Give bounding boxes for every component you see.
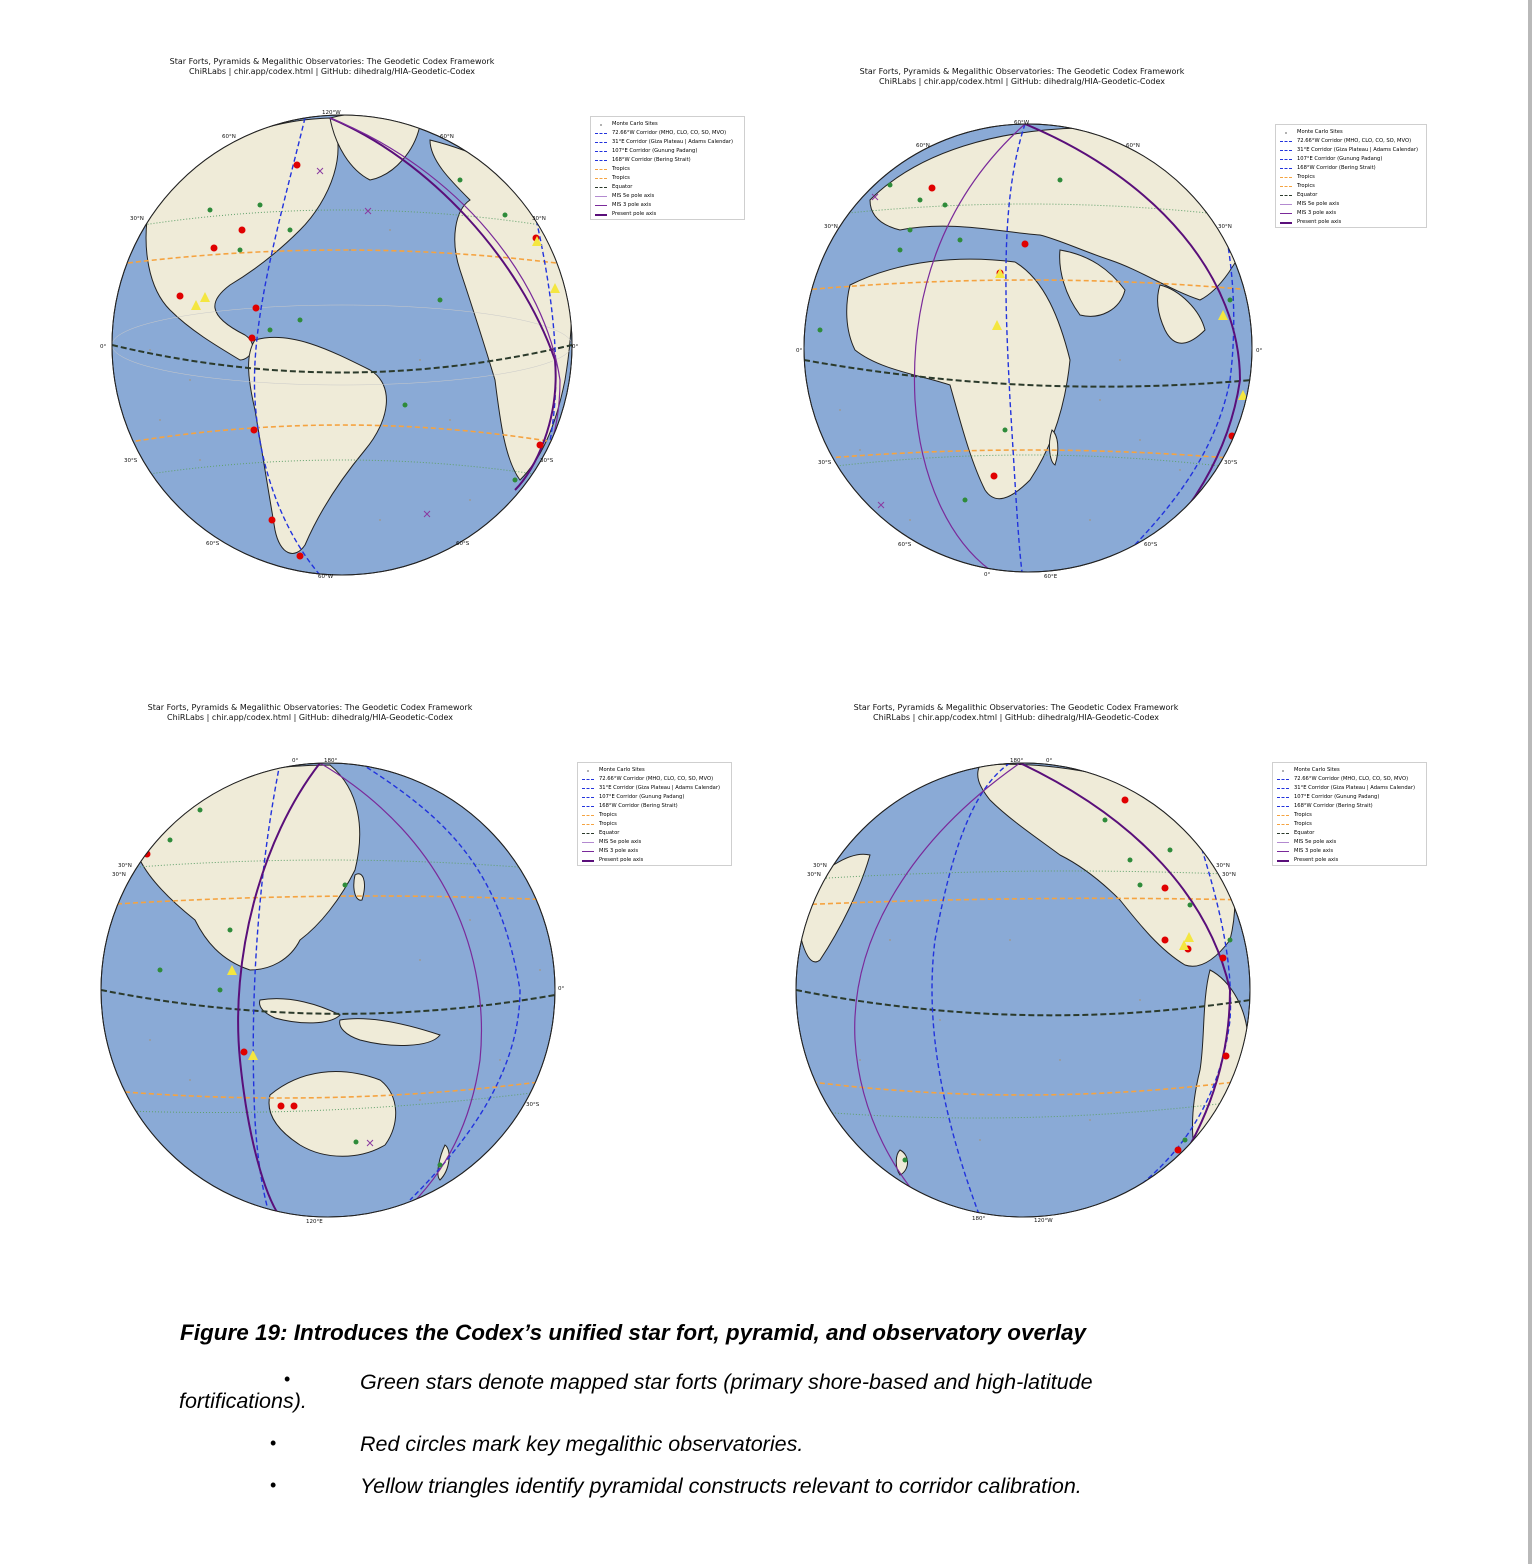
latitude-label: 30°S bbox=[526, 1102, 540, 1108]
latitude-label: 30°N bbox=[532, 216, 546, 222]
latitude-label: 60°S bbox=[898, 542, 912, 548]
latitude-label: 0° bbox=[796, 348, 803, 354]
panel-title-line1: Star Forts, Pyramids & Megalithic Observatories: The Geodetic Codex Framework bbox=[859, 67, 1185, 76]
legend-item: 72.66°W Corridor (MHO, CLO, CO, SO, MVO) bbox=[1277, 775, 1422, 784]
latitude-label: 0° bbox=[572, 344, 579, 350]
legend-swatch bbox=[1280, 150, 1292, 151]
legend-swatch bbox=[1280, 195, 1292, 196]
figure-caption-title: Figure 19: Introduces the Codex’s unified star fort, pyramid, and observatory overlay bbox=[180, 1320, 1087, 1345]
legend-item: 168°W Corridor (Bering Strait) bbox=[582, 802, 727, 811]
legend-item: Tropics bbox=[1280, 173, 1422, 182]
legend-item: Tropics bbox=[595, 165, 740, 174]
legend-swatch bbox=[595, 187, 607, 188]
longitude-label: 180° bbox=[972, 1216, 986, 1222]
legend-swatch bbox=[1285, 132, 1287, 134]
legend bbox=[1272, 762, 1427, 866]
legend-swatch bbox=[1280, 213, 1292, 214]
legend-swatch bbox=[582, 797, 594, 798]
legend-swatch bbox=[582, 806, 594, 807]
panel-title-line2: ChiRLabs | chir.app/codex.html | GitHub: dihedralg/HIA-Geodetic-Codex bbox=[167, 713, 453, 722]
legend-item: MIS 5e pole axis bbox=[1280, 200, 1422, 209]
latitude-label: 60°S bbox=[1144, 542, 1158, 548]
latitude-label: 60°S bbox=[206, 541, 220, 547]
legend-item: Present pole axis bbox=[595, 210, 740, 219]
legend-item: 168°W Corridor (Bering Strait) bbox=[595, 156, 740, 165]
latitude-label: 30°N bbox=[130, 216, 144, 222]
legend-swatch bbox=[595, 151, 607, 152]
longitude-label: 0° bbox=[984, 572, 991, 578]
legend-item: Monte Carlo Sites bbox=[1280, 128, 1422, 137]
panel-title-line2: ChiRLabs | chir.app/codex.html | GitHub: dihedralg/HIA-Geodetic-Codex bbox=[189, 67, 475, 76]
globe-map bbox=[760, 640, 1532, 1240]
bullet-text: Yellow triangles identify pyramidal constructs relevant to corridor calibration. bbox=[360, 1474, 1082, 1498]
legend-item: Present pole axis bbox=[1280, 218, 1422, 227]
legend-item: MIS 3 pole axis bbox=[582, 847, 727, 856]
latitude-label: 30°S bbox=[818, 460, 832, 466]
legend-swatch bbox=[1280, 186, 1292, 187]
legend-swatch bbox=[582, 779, 594, 780]
legend-item: 31°E Corridor (Giza Plateau | Adams Calendar) bbox=[1280, 146, 1422, 155]
legend-swatch bbox=[1280, 159, 1292, 160]
legend-item: Tropics bbox=[1280, 182, 1422, 191]
legend-item: Equator bbox=[1280, 191, 1422, 200]
legend-item: 168°W Corridor (Bering Strait) bbox=[1280, 164, 1422, 173]
legend-item: MIS 3 pole axis bbox=[1277, 847, 1422, 856]
latitude-label: 30°N bbox=[1216, 863, 1230, 869]
longitude-label: 120°W bbox=[322, 110, 341, 116]
legend-swatch bbox=[1277, 806, 1289, 807]
legend-swatch bbox=[1277, 833, 1289, 834]
legend-item: 107°E Corridor (Gunung Padang) bbox=[1277, 793, 1422, 802]
legend-item: Tropics bbox=[1277, 811, 1422, 820]
latitude-label: 30°N bbox=[118, 863, 132, 869]
legend-item: Present pole axis bbox=[582, 856, 727, 865]
legend-swatch bbox=[582, 851, 594, 852]
panel-title-line2: ChiRLabs | chir.app/codex.html | GitHub: dihedralg/HIA-Geodetic-Codex bbox=[873, 713, 1159, 722]
longitude-label: 180° bbox=[324, 758, 338, 764]
panel-title-line1: Star Forts, Pyramids & Megalithic Observatories: The Geodetic Codex Framework bbox=[853, 703, 1179, 712]
legend-swatch bbox=[1280, 222, 1292, 224]
bullet-marker: • bbox=[284, 1369, 291, 1389]
legend-item: Monte Carlo Sites bbox=[1277, 766, 1422, 775]
legend-swatch bbox=[1280, 168, 1292, 169]
legend-item: MIS 5e pole axis bbox=[1277, 838, 1422, 847]
bullet-text-continuation: fortifications). bbox=[179, 1389, 307, 1413]
legend-swatch bbox=[582, 815, 594, 816]
latitude-label: 30°S bbox=[540, 458, 554, 464]
latitude-label: 0° bbox=[100, 344, 107, 350]
globe-map bbox=[0, 640, 760, 1240]
legend-item: Monte Carlo Sites bbox=[595, 120, 740, 129]
legend-swatch bbox=[595, 169, 607, 170]
legend bbox=[577, 762, 732, 866]
legend-item: 107°E Corridor (Gunung Padang) bbox=[1280, 155, 1422, 164]
legend-swatch bbox=[587, 770, 589, 772]
legend-swatch bbox=[1282, 770, 1284, 772]
legend-swatch bbox=[1280, 177, 1292, 178]
latitude-label: 0° bbox=[558, 986, 565, 992]
legend-swatch bbox=[582, 824, 594, 825]
legend bbox=[1275, 124, 1427, 228]
legend-swatch bbox=[582, 833, 594, 834]
legend-swatch bbox=[1277, 815, 1289, 816]
bullet-marker: • bbox=[270, 1433, 277, 1453]
longitude-label: 60°E bbox=[1044, 574, 1058, 580]
bullet-marker: • bbox=[270, 1475, 277, 1495]
longitude-label: 0° bbox=[1046, 758, 1053, 764]
legend-swatch bbox=[582, 788, 594, 789]
globe-map bbox=[760, 0, 1532, 600]
legend-item: Monte Carlo Sites bbox=[582, 766, 727, 775]
bullet-text: Green stars denote mapped star forts (primary shore-based and high-latitude bbox=[360, 1370, 1093, 1394]
legend-item: 31°E Corridor (Giza Plateau | Adams Calendar) bbox=[582, 784, 727, 793]
longitude-label: 180° bbox=[1010, 758, 1024, 764]
legend-swatch bbox=[595, 196, 607, 197]
legend-swatch bbox=[595, 214, 607, 216]
latitude-label: 30°S bbox=[1224, 460, 1238, 466]
legend-item: MIS 5e pole axis bbox=[595, 192, 740, 201]
globe-panel-asia-australia bbox=[0, 640, 760, 1240]
legend-item: 31°E Corridor (Giza Plateau | Adams Calendar) bbox=[595, 138, 740, 147]
longitude-label: 60°W bbox=[318, 574, 334, 580]
panel-title-line1: Star Forts, Pyramids & Megalithic Observatories: The Geodetic Codex Framework bbox=[147, 703, 473, 712]
legend-swatch bbox=[595, 178, 607, 179]
legend-swatch bbox=[600, 124, 602, 126]
latitude-label: 30°N bbox=[112, 872, 126, 878]
legend-swatch bbox=[1277, 797, 1289, 798]
legend-swatch bbox=[1277, 779, 1289, 780]
legend-item: Equator bbox=[1277, 829, 1422, 838]
legend-swatch bbox=[1277, 842, 1289, 843]
latitude-label: 60°S bbox=[456, 541, 470, 547]
legend-item: MIS 3 pole axis bbox=[1280, 209, 1422, 218]
legend-item: MIS 5e pole axis bbox=[582, 838, 727, 847]
latitude-label: 30°N bbox=[807, 872, 821, 878]
legend-item: 107°E Corridor (Gunung Padang) bbox=[595, 147, 740, 156]
latitude-label: 60°N bbox=[440, 134, 454, 140]
legend-item: 72.66°W Corridor (MHO, CLO, CO, SO, MVO) bbox=[595, 129, 740, 138]
legend-swatch bbox=[1277, 824, 1289, 825]
legend-swatch bbox=[595, 160, 607, 161]
latitude-label: 30°N bbox=[813, 863, 827, 869]
legend-item: 107°E Corridor (Gunung Padang) bbox=[582, 793, 727, 802]
latitude-label: 30°N bbox=[1218, 224, 1232, 230]
legend-swatch bbox=[595, 205, 607, 206]
legend-item: 72.66°W Corridor (MHO, CLO, CO, SO, MVO) bbox=[582, 775, 727, 784]
legend-item: Present pole axis bbox=[1277, 856, 1422, 865]
globe-map bbox=[0, 0, 760, 600]
longitude-label: 60°W bbox=[1014, 120, 1030, 126]
legend-item: MIS 3 pole axis bbox=[595, 201, 740, 210]
longitude-label: 0° bbox=[292, 758, 299, 764]
legend-swatch bbox=[1277, 860, 1289, 862]
latitude-label: 60°N bbox=[1126, 143, 1140, 149]
legend-swatch bbox=[1280, 204, 1292, 205]
latitude-label: 30°N bbox=[824, 224, 838, 230]
legend-swatch bbox=[1277, 851, 1289, 852]
globe-panel-pacific bbox=[760, 640, 1532, 1240]
panel-title-line2: ChiRLabs | chir.app/codex.html | GitHub: dihedralg/HIA-Geodetic-Codex bbox=[879, 77, 1165, 86]
latitude-label: 60°N bbox=[916, 143, 930, 149]
legend-swatch bbox=[582, 842, 594, 843]
legend-item: Equator bbox=[582, 829, 727, 838]
bullet-text: Red circles mark key megalithic observatories. bbox=[360, 1432, 804, 1456]
legend-item: Tropics bbox=[595, 174, 740, 183]
latitude-label: 30°S bbox=[124, 458, 138, 464]
legend-item: Tropics bbox=[1277, 820, 1422, 829]
legend-swatch bbox=[595, 142, 607, 143]
longitude-label: 120°W bbox=[1034, 1218, 1053, 1224]
latitude-label: 0° bbox=[1256, 348, 1263, 354]
legend-swatch bbox=[582, 860, 594, 862]
legend-swatch bbox=[595, 133, 607, 134]
legend-swatch bbox=[1280, 141, 1292, 142]
panel-title-line1: Star Forts, Pyramids & Megalithic Observatories: The Geodetic Codex Framework bbox=[169, 57, 495, 66]
globe-panel-africa-eurasia bbox=[760, 0, 1532, 600]
legend-item: 168°W Corridor (Bering Strait) bbox=[1277, 802, 1422, 811]
legend-item: 31°E Corridor (Giza Plateau | Adams Calendar) bbox=[1277, 784, 1422, 793]
legend-item: Tropics bbox=[582, 811, 727, 820]
legend-item: Tropics bbox=[582, 820, 727, 829]
legend-item: Equator bbox=[595, 183, 740, 192]
legend-item: 72.66°W Corridor (MHO, CLO, CO, SO, MVO) bbox=[1280, 137, 1422, 146]
latitude-label: 60°N bbox=[222, 134, 236, 140]
legend bbox=[590, 116, 745, 220]
legend-swatch bbox=[1277, 788, 1289, 789]
latitude-label: 30°N bbox=[1222, 872, 1236, 878]
globe-panel-americas bbox=[0, 0, 760, 600]
longitude-label: 120°E bbox=[306, 1219, 323, 1225]
